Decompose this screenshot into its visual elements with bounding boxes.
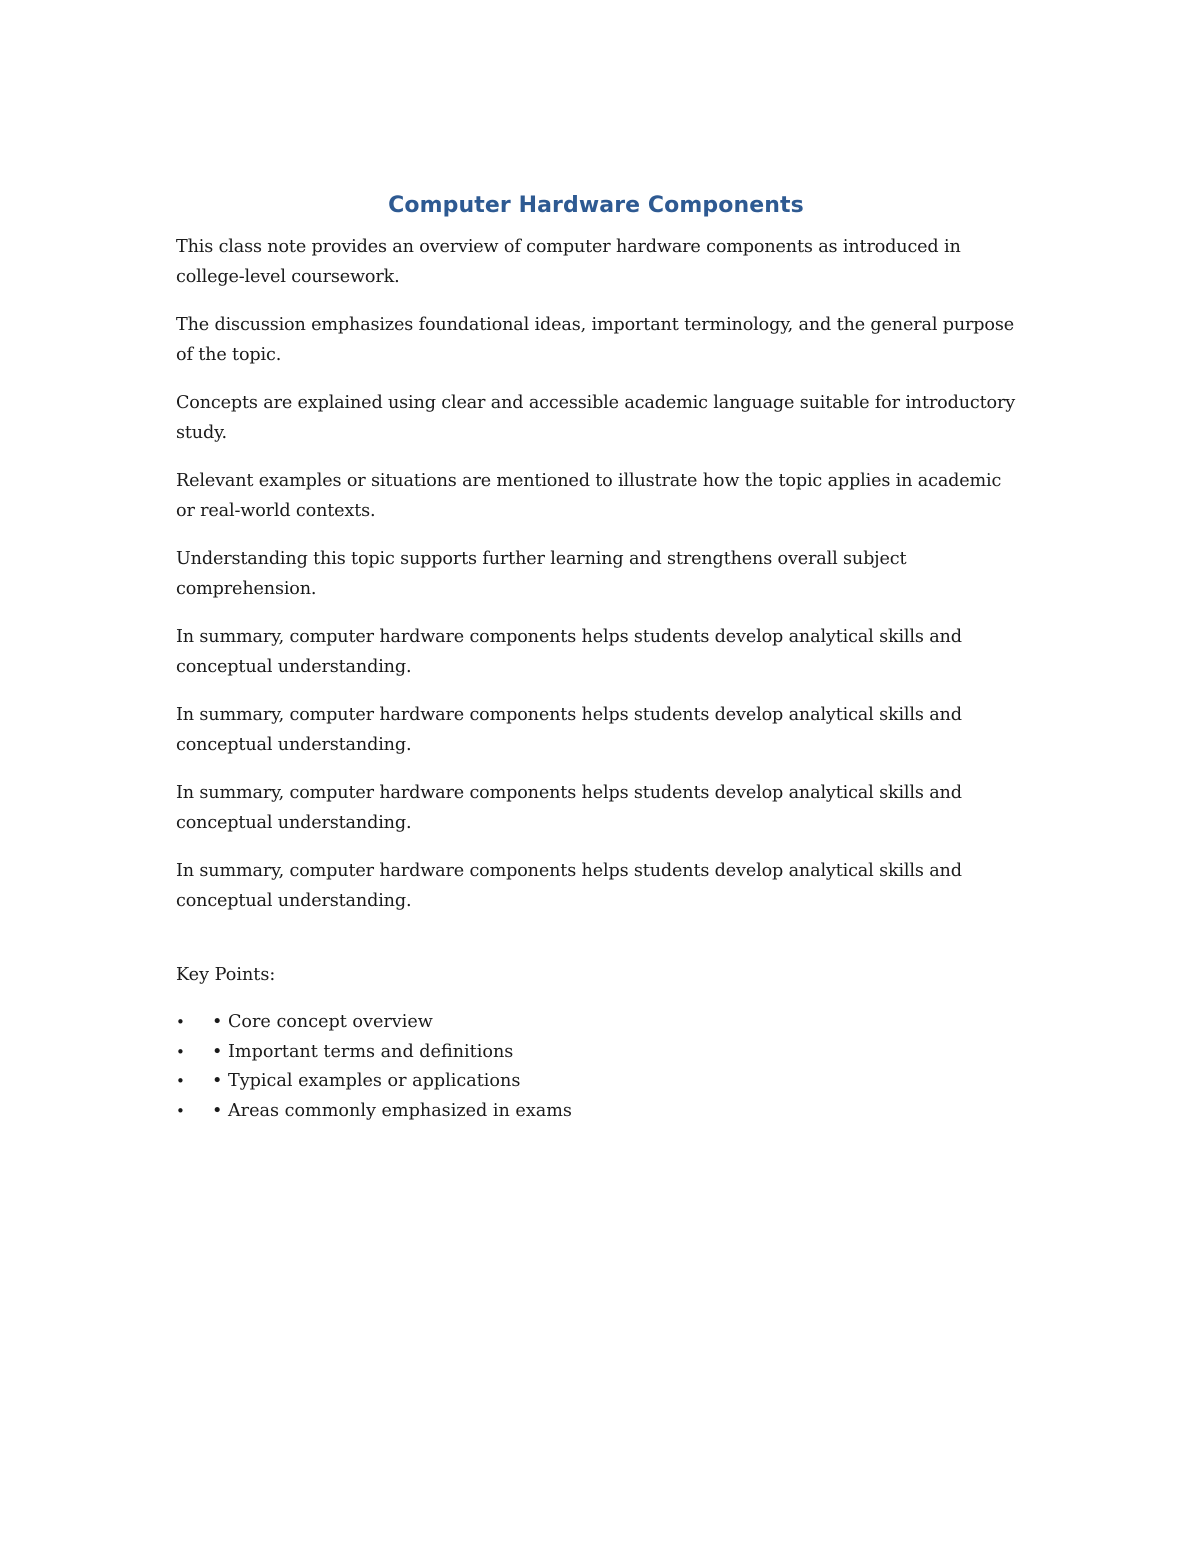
paragraph-concepts: Concepts are explained using clear and accessible academic language suitable for introductory study. (176, 393, 1016, 443)
paragraph-summary: In summary, computer hardware components helps students develop analytical skills and conceptual understanding. (176, 861, 962, 911)
key-point-item (176, 1097, 1016, 1127)
paragraph-discussion: The discussion emphasizes foundational ideas, important terminology, and the general purpose of the topic. (176, 315, 1015, 365)
key-point-text: • Areas commonly emphasized in exams (212, 1100, 572, 1121)
paragraph-summary: In summary, computer hardware components helps students develop analytical skills and conceptual understanding. (176, 705, 962, 755)
paragraph-intro: This class note provides an overview of computer hardware components as introduced in college-level coursework. (176, 237, 961, 287)
key-point-text: • Important terms and definitions (212, 1041, 514, 1062)
bullet-icon: • (176, 1072, 185, 1090)
bullet-icon: • (176, 1042, 185, 1061)
document-title: Computer Hardware Components (388, 193, 804, 218)
paragraph-summary: In summary, computer hardware components helps students develop analytical skills and conceptual understanding. (176, 783, 962, 833)
paragraph-summary: In summary, computer hardware components helps students develop analytical skills and conceptual understanding. (176, 627, 962, 677)
key-point-text: • Typical examples or applications (212, 1071, 521, 1091)
bullet-icon: • (176, 1101, 185, 1120)
key-point-text: • Core concept overview (212, 1012, 433, 1032)
key-point-item (176, 1008, 1016, 1038)
paragraph-understanding: Understanding this topic supports further learning and strengthens overall subject comprehension. (176, 549, 907, 599)
paragraph-examples: Relevant examples or situations are mentioned to illustrate how the topic applies in academic or real-world contexts. (176, 471, 1002, 521)
bullet-icon: • (176, 1013, 185, 1031)
key-points-list (176, 1008, 1016, 1126)
key-point-item (176, 1038, 1016, 1068)
key-point-item (176, 1067, 1016, 1097)
document-body (176, 190, 1016, 1126)
key-points-heading: Key Points: (176, 965, 276, 985)
